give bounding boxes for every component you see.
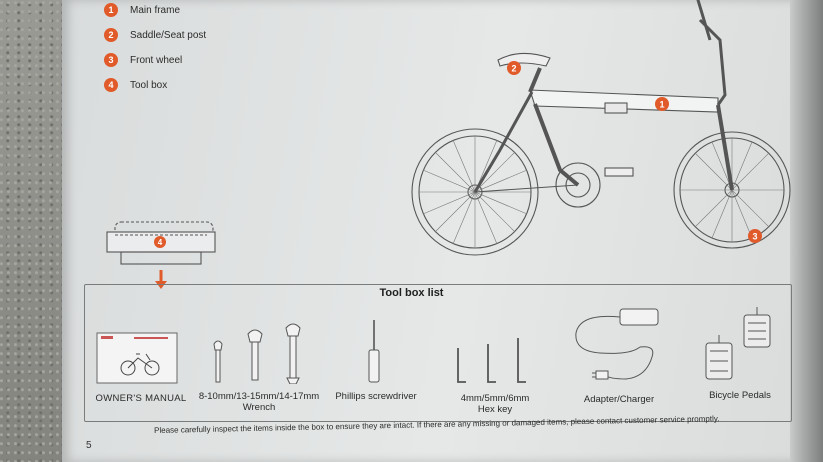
legend-label: Tool box	[130, 79, 168, 91]
legend-item-tool-box	[104, 77, 167, 93]
tool-label-charger: Adapter/Charger	[583, 394, 655, 405]
tool-sublabel-hex-key: Hex key	[477, 404, 513, 415]
number-badge: 1	[104, 3, 118, 17]
wrench-icon	[210, 322, 310, 384]
tool-label-owners-manual: OWNER'S MANUAL	[95, 393, 187, 404]
legend-item-saddle	[104, 27, 206, 43]
legend-item-main-frame	[104, 2, 180, 18]
background-surface	[0, 0, 62, 462]
screwdriver-icon	[364, 320, 384, 386]
tool-sublabel-wrench: Wrench	[242, 402, 276, 413]
bike-callout-1	[655, 97, 669, 111]
hex-key-icon	[452, 338, 532, 388]
tool-label-wrench: 8-10mm/13-15mm/14-17mm	[198, 391, 320, 402]
saddle-icon	[498, 53, 550, 66]
page-number: 5	[86, 440, 92, 451]
legend-label: Main frame	[130, 4, 181, 16]
charger-icon	[570, 307, 662, 387]
tool-box-list-title: Tool box list	[379, 287, 444, 299]
number-badge: 3	[104, 53, 118, 67]
bike-illustration	[400, 0, 795, 265]
owners-manual-icon	[96, 332, 178, 384]
tool-box-list-panel	[84, 284, 792, 422]
pedals-icon	[700, 305, 780, 385]
number-badge: 4	[104, 78, 118, 92]
svg-text:1: 1	[659, 99, 665, 110]
tool-label-screwdriver: Phillips screwdriver	[335, 391, 417, 402]
svg-text:2: 2	[511, 63, 517, 74]
bike-callout-3	[748, 229, 762, 243]
legend-label: Saddle/Seat post	[130, 29, 207, 41]
toolbox-illustration	[105, 218, 225, 270]
bike-callout-2	[507, 61, 521, 75]
inspection-note: Please carefully inspect the items inside the box to ensure they are intact. If there are any missing or damaged items, please contact customer service promptly.	[154, 414, 720, 435]
tool-label-pedals: Bicycle Pedals	[709, 390, 771, 401]
legend-label: Front wheel	[130, 54, 183, 66]
tool-label-hex-key: 4mm/5mm/6mm	[460, 393, 530, 404]
svg-text:4: 4	[157, 238, 163, 247]
legend-item-front-wheel	[104, 52, 182, 68]
number-badge: 2	[104, 28, 118, 42]
toolbox-callout-4	[154, 236, 166, 248]
svg-text:3: 3	[752, 231, 758, 242]
